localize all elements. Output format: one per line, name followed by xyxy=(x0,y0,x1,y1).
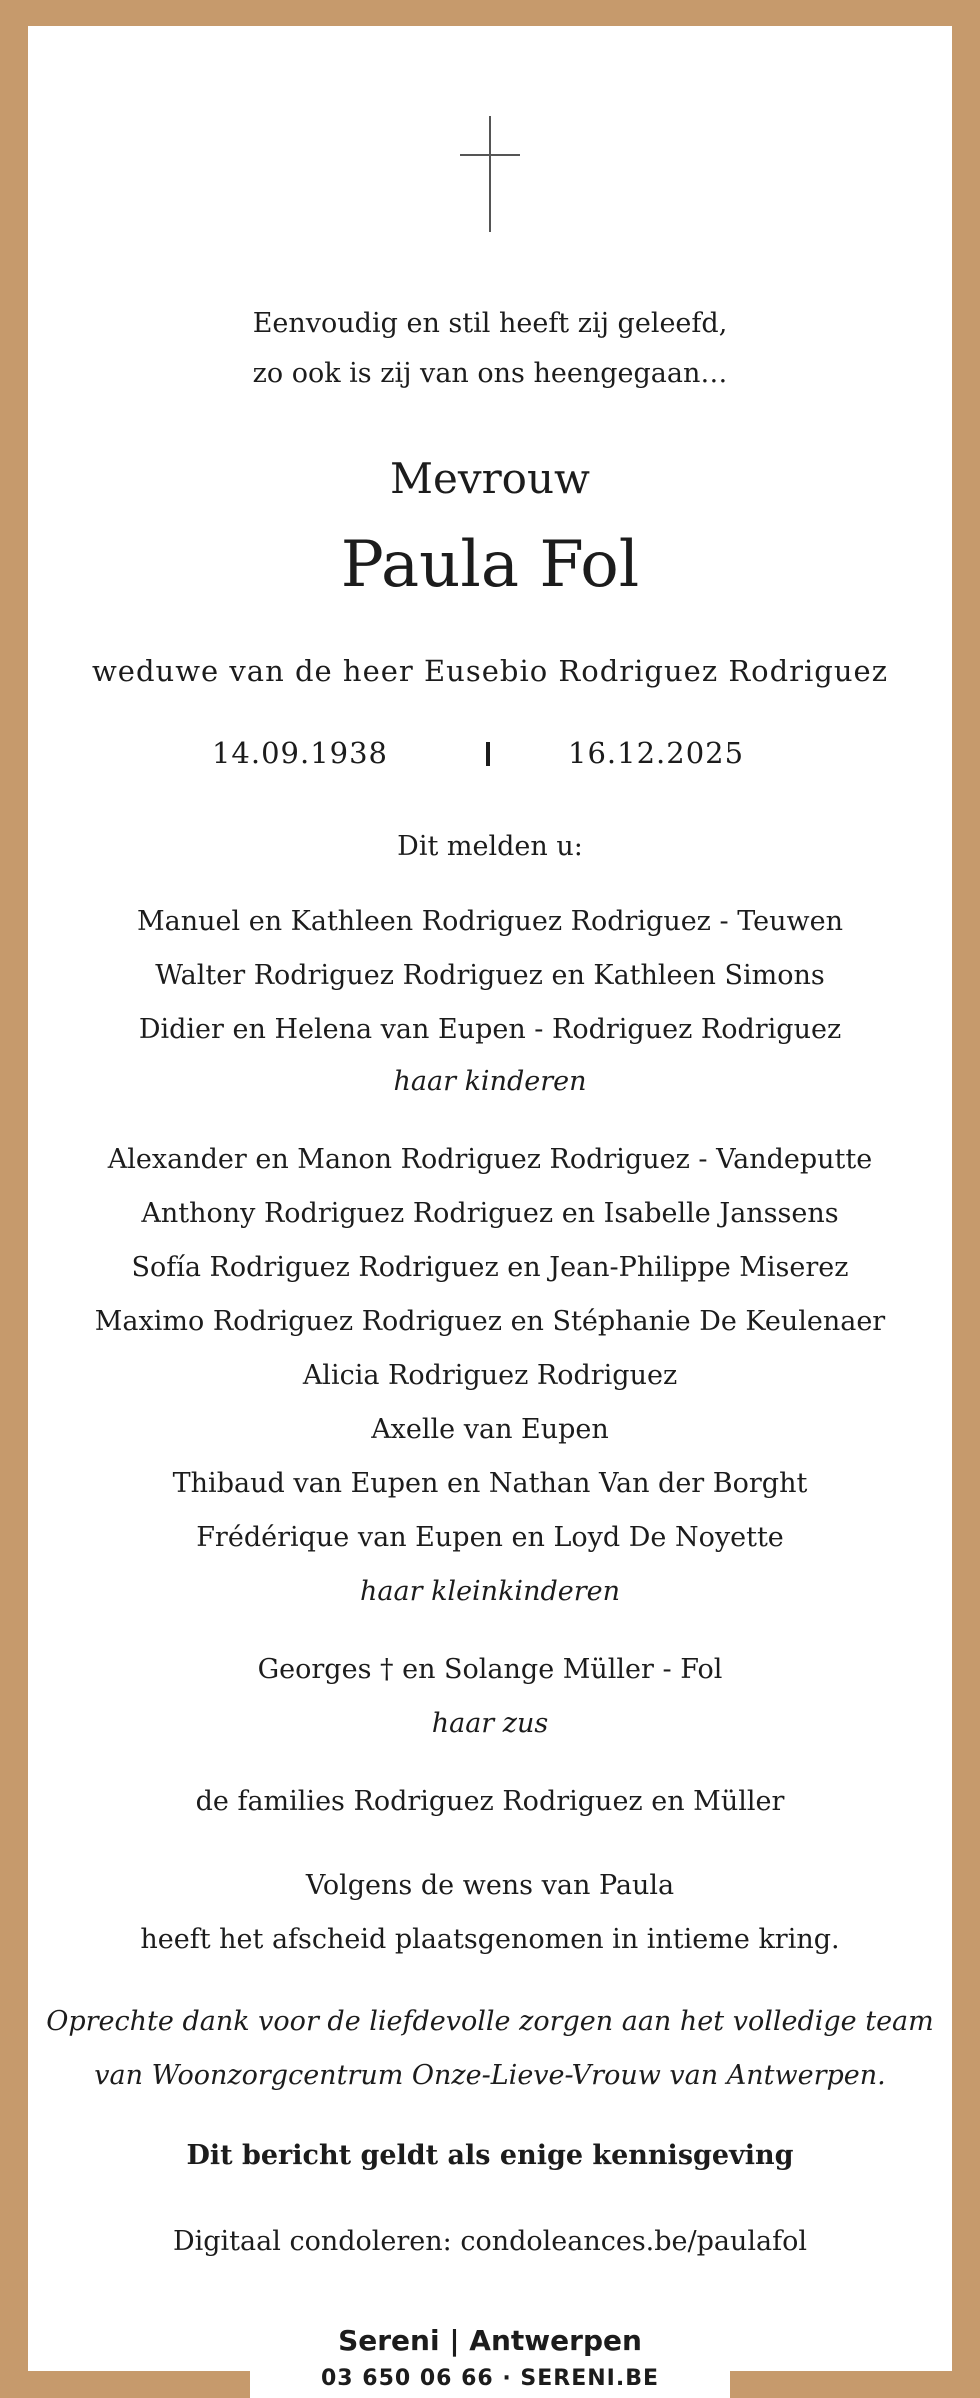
notice-line: Dit bericht geldt als enige kennisgeving xyxy=(186,2140,794,2171)
grandchild-line: Sofía Rodriguez Rodriguez en Jean-Philippe Miserez xyxy=(131,1252,849,1283)
child-line: Didier en Helena van Eupen - Rodriguez Rodriguez xyxy=(138,1014,842,1045)
condolence-line: Digitaal condoleren: condoleances.be/paulafol xyxy=(172,2226,808,2257)
thanks-line-2: van Woonzorgcentrum Onze-Lieve-Vrouw van Antwerpen. xyxy=(94,2060,886,2091)
wish-line-1: Volgens de wens van Paula xyxy=(305,1870,675,1901)
announce-line: Dit melden u: xyxy=(397,831,583,862)
dates-row xyxy=(28,736,952,776)
funeral-home-contact: 03 650 06 66 · SERENI.BE xyxy=(320,2366,659,2391)
spouse-line: weduwe van de heer Eusebio Rodriguez Rodriguez xyxy=(91,654,888,688)
obituary-card xyxy=(28,26,952,2371)
grandchild-line: Frédérique van Eupen en Loyd De Noyette xyxy=(196,1522,784,1553)
wish-line-2: heeft het afscheid plaatsgenomen in intieme kring. xyxy=(140,1924,840,1955)
grandchild-line: Thibaud van Eupen en Nathan Van der Borght xyxy=(172,1468,808,1499)
children-label: haar kinderen xyxy=(393,1066,587,1097)
intro-line-2: zo ook is zij van ons heengegaan… xyxy=(252,358,728,389)
date-separator xyxy=(486,742,490,766)
grandchild-line: Alicia Rodriguez Rodriguez xyxy=(302,1360,678,1391)
grandchild-line: Alexander en Manon Rodriguez Rodriguez - Vandeputte xyxy=(107,1144,873,1175)
child-line: Walter Rodriguez Rodriguez en Kathleen Simons xyxy=(155,960,825,991)
grandchild-line: Anthony Rodriguez Rodriguez en Isabelle Janssens xyxy=(141,1198,839,1229)
grandchildren-label: haar kleinkinderen xyxy=(360,1576,620,1607)
grandchild-line: Maximo Rodriguez Rodriguez en Stéphanie De Keulenaer xyxy=(94,1306,886,1337)
sister-label: haar zus xyxy=(431,1708,549,1739)
intro-line-1: Eenvoudig en stil heeft zij geleefd, xyxy=(252,308,728,339)
deceased-name: Paula Fol xyxy=(340,528,640,602)
sister-line: Georges † en Solange Müller - Fol xyxy=(257,1654,723,1685)
grandchild-line: Axelle van Eupen xyxy=(371,1414,609,1445)
thanks-line-1: Oprechte dank voor de liefdevolle zorgen aan het volledige team xyxy=(46,2006,934,2037)
birth-date: 14.09.1938 xyxy=(211,736,388,770)
salutation: Mevrouw xyxy=(390,454,590,503)
child-line: Manuel en Kathleen Rodriguez Rodriguez - Teuwen xyxy=(137,906,843,937)
death-date: 16.12.2025 xyxy=(568,736,745,770)
footer-branding xyxy=(250,2302,730,2398)
funeral-home-brand: Sereni | Antwerpen xyxy=(338,2324,642,2357)
families-line: de families Rodriguez Rodriguez en Müller xyxy=(195,1786,785,1817)
